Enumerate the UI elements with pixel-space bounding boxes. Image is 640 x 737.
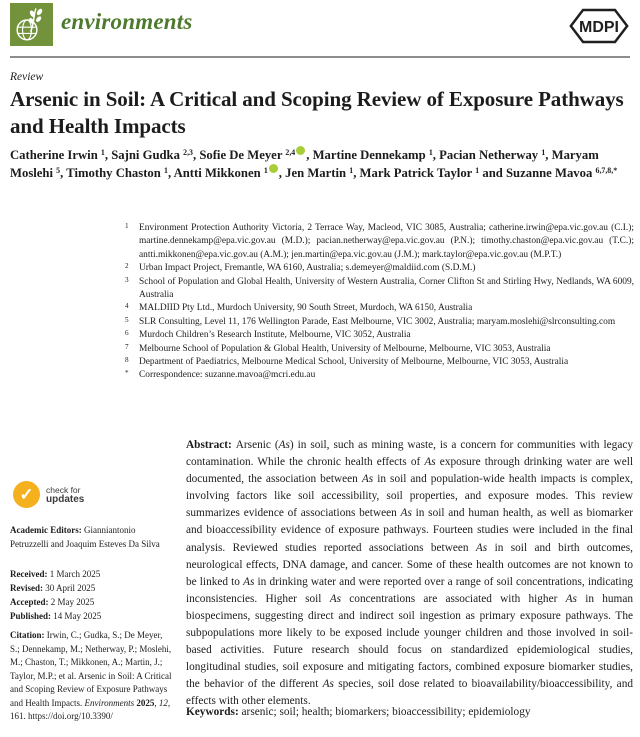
affiliation-number: 8	[125, 356, 129, 365]
affiliation-number: 1	[125, 222, 129, 230]
affiliation-text: Melbourne School of Population & Global Health, University of Melbourne, Melbourne, VIC 3053, Australia	[139, 343, 551, 354]
abstract: Abstract: Arsenic (As) in soil, such as mining waste, is a concern for communities with legacy contamination. While the chronic health effects of As exposure through drinking water are well documented, the association between As in soil and population-wide health impacts is complex, involving factors like soil accessibility, soil properties, and exposure modes. This review summarizes evidence of associations between As in soil and human health, as well as biomarker and bioaccessibility evidence of exposure pathways. Fourteen studies were included in the final analysis. Reviewed studies reported associations between As in soil and birth outcomes, neurological effects, DNA damage, and cancer. Some of these health outcomes are not known to be linked to As in drinking water and were reported over a range of soil concentrations, indicating inconsistencies. Higher soil As concentrations are associated with higher As in human biospecimens, suggesting direct and indirect soil ingestion as primary exposure pathways. The subpopulations more likely to be exposed include younger children and those involved in soil-based activities. Future research should focus on standardized epidemiological studies, longitudinal studies, soil exposure and mitigating factors, combined exposure biomarker studies, the behavior of the different As species, soil dose related to bioavailability/bioaccessibility, and effects with other elements.	[186, 439, 633, 708]
affiliation-item	[122, 343, 634, 356]
affiliation-number: 4	[125, 302, 129, 311]
affiliation-number: 5	[125, 315, 129, 324]
author-list: Catherine Irwin $^1$, Sajni Gudka $^{2,3}$, Sofie De Meyer $^{2,4}$ , Martine Dennekamp $^1$, Pacian Netherway $^1$, Maryam Moslehi $^5$, Timothy Chaston $^1$, Antti Mikkonen $^1$ , Jen Martin $^1$, Mark Patrick Taylor $^1$ and Suzanne Mavoa $^{6,7,8,*}$	[10, 148, 618, 180]
check-icon: ✓	[13, 481, 40, 508]
affiliation-item	[122, 222, 634, 262]
affiliation-text: SLR Consulting, Level 11, 176 Wellington Parade, East Melbourne, VIC 3002, Australia; maryam.moslehi@slrconsulting.com	[139, 316, 616, 327]
affiliation-text: Urban Impact Project, Fremantle, WA 6160, Australia; s.demeyer@maldiid.com (S.D.M.)	[139, 263, 476, 274]
affiliation-number: *	[125, 369, 129, 378]
date-label: Revised:	[10, 583, 43, 593]
affiliation-item	[122, 356, 634, 369]
date-row	[10, 609, 170, 623]
date-label: Received:	[10, 569, 48, 579]
affiliation-list	[122, 222, 634, 383]
page-title: Arsenic in Soil: A Critical and Scoping Review of Exposure Pathways and Health Impacts	[10, 87, 624, 138]
affiliation-item	[122, 369, 634, 382]
affiliation-item	[122, 262, 634, 275]
citation-block: Citation: Irwin, C.; Gudka, S.; De Meyer, S.; Dennekamp, M.; Netherway, P.; Moslehi, M.; Chaston, T.; Mikkonen, A.; Martin, J.; Taylor, M.P.; et al. Arsenic in Soil: A Critical and Scoping Review of Exposure Pathways and Health Impacts. Environments 2025, 12, 161. https://doi.org/10.3390/	[10, 630, 172, 721]
date-value: 30 April 2025	[45, 583, 96, 593]
affiliation-item	[122, 316, 634, 329]
article-type-label: Review	[10, 71, 44, 83]
orcid-icon[interactable]	[296, 146, 305, 155]
date-label: Published:	[10, 611, 52, 621]
environments-journal-logo-icon	[10, 3, 53, 46]
date-value: 14 May 2025	[53, 611, 102, 621]
affiliation-text: MALDIID Pty Ltd., Murdoch University, 90 South Street, Murdoch, WA 6150, Australia	[139, 303, 473, 314]
affiliation-item	[122, 302, 634, 315]
date-row	[10, 567, 170, 581]
affiliation-text: School of Population and Global Health, University of Western Australia, Corner Clifton St and Stirling Hwy, Nedlands, WA 6009, Australia	[139, 276, 634, 301]
date-value: 1 March 2025	[49, 569, 101, 579]
affiliation-item	[122, 276, 634, 303]
affiliation-text: Department of Paediatrics, Melbourne Medical School, University of Melbourne, Melbourne, VIC 3053, Australia	[139, 357, 569, 368]
date-label: Accepted:	[10, 597, 49, 607]
article-history-dates	[10, 567, 170, 623]
affiliation-text: Environment Protection Authority Victoria, 2 Terrace Way, Macleod, VIC 3085, Australia; catherine.irwin@epa.vic.gov.au (C.I.); martine.dennekamp@epa.vic.gov.au (M.D.); pacian.netherway@epa.vic.gov.au (P.N.); timothy.chaston@epa.vic.gov.au (T.C.); antti.mikkonen@epa.vic.gov.au (A.M.); jen.martin@epa.vic.gov.au (J.M.); mark.taylor@epa.vic.gov.au (M.P.T.)	[139, 223, 634, 260]
orcid-icon[interactable]	[269, 164, 278, 173]
academic-editors: Academic Editors: Gianniantonio Petruzzelli and Joaquim Esteves Da Silva	[10, 525, 160, 549]
date-row	[10, 595, 170, 609]
header-divider	[10, 56, 630, 58]
mdpi-logo-icon	[568, 7, 630, 45]
affiliation-item	[122, 329, 634, 342]
date-value: 2 May 2025	[50, 597, 95, 607]
journal-name: environments	[61, 9, 193, 34]
affiliation-text: Correspondence: suzanne.mavoa@mcri.edu.au	[139, 370, 316, 381]
check-for-updates-badge[interactable]	[13, 481, 84, 508]
date-row	[10, 581, 170, 595]
affiliation-number: 6	[125, 329, 129, 338]
keywords: Keywords: arsenic; soil; health; biomarkers; bioaccessibility; epidemiology	[186, 706, 531, 718]
svg-text:MDPI: MDPI	[579, 19, 619, 37]
affiliation-text: Murdoch Children’s Research Institute, Melbourne, VIC 3052, Australia	[139, 330, 411, 341]
affiliation-number: 2	[125, 262, 129, 271]
affiliation-number: 7	[125, 342, 129, 351]
affiliation-number: 3	[125, 275, 129, 284]
check-for-updates-label: check for updates	[46, 484, 85, 505]
